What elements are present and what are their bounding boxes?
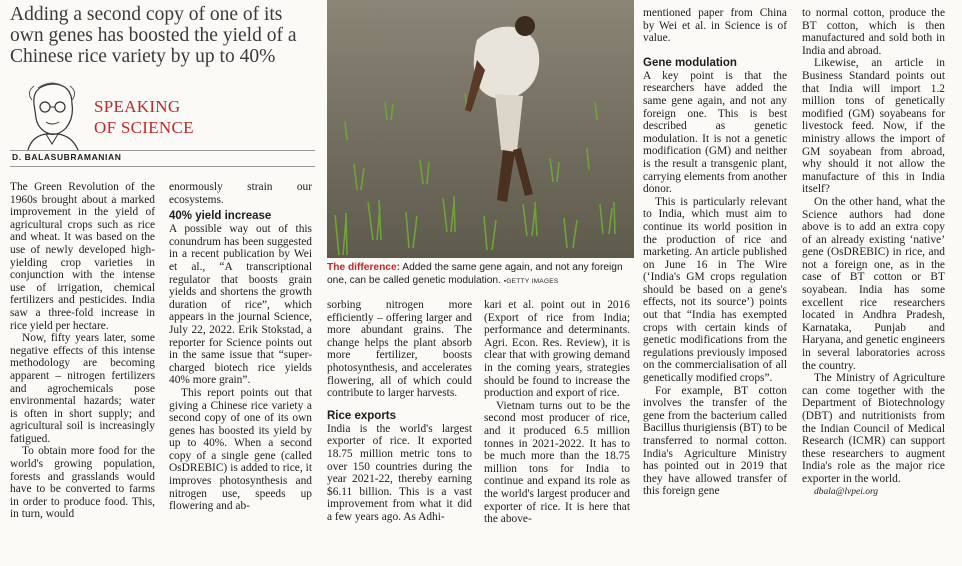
rubric-line-1: SPEAKING xyxy=(94,97,181,116)
byline: D. BALASUBRAMANIAN xyxy=(12,152,122,162)
rice-field-photo xyxy=(327,0,634,258)
author-email[interactable]: dbala@lvpei.org xyxy=(814,486,879,497)
paragraph: mentioned paper from China by Wei et al. in Science is of value. xyxy=(643,7,787,45)
paragraph: This is particularly relevant to India, which must aim to continue its world position in the production of rice and marketing. An article published on June 16 in The Wire (‘India's GM crops regulation should be based on a gene's effects, not its source’) points out that “India has exempted crops with certain kinds of genetic modifications from the regulations previously imposed on the commercialisation of all genetically modified crops”. xyxy=(643,195,787,385)
photo-caption xyxy=(327,261,634,288)
article-column-1 xyxy=(10,181,155,521)
article-column-5 xyxy=(643,7,787,498)
paragraph: For example, BT cotton involves the transfer of the gene from the bacterium called Bacillus thurigiensis (BT) to be transferred to normal cotton. India's Agriculture Ministry has pointed out in 2019 that they have allowed transfer of this foreign gene xyxy=(643,384,787,498)
column-rubric xyxy=(94,96,194,138)
paragraph: Now, fifty years later, some negative effects of this intense methodology are becoming apparent – nitrogen fertilizers and agrochemicals pose environmental hazards; water is often in short supply; and agricultural soil is increasingly fatigued. xyxy=(10,332,155,445)
paragraph: The Ministry of Agriculture can come together with the Department of Biotechnology (DBT) and nutritionists from the Indian Council of Medical Research (ICMR) can support these researchers to augment India's role as the major rice exporter in the world. xyxy=(802,372,945,485)
author-portrait-sketch xyxy=(12,74,92,150)
paragraph: On the other hand, what the Science authors had done above is to add an extra copy of an already existing ‘native’ gene (OsDREBIC) in rice, and not a foreign one, as in the case of BT cotton or BT soyabean. India has some excellent rice researchers located in Andhra Pradesh, Karnataka, Punjab and Haryana, and genetic engineers in several laboratories across the country. xyxy=(802,195,945,372)
paragraph: enormously strain our ecosystems. xyxy=(169,181,312,206)
paragraph: A key point is that the researchers have added the same gene again, and not any foreign one. This is best described as genetic modulation. It is not a genetic modification (GM) and neither is the result a transgenic plant, carrying elements from another donor. xyxy=(643,69,787,196)
paragraph: Likewise, an article in Business Standard points out that India will import 1.2 million tons of genetically modified (GM) soyabeans for livestock feed. Now, if the ministry allows the import of GM soyabean from abroad, why should it not allow the manufacture of this in India itself? xyxy=(802,57,945,196)
article-column-4 xyxy=(484,299,630,526)
rubric-line-2: OF SCIENCE xyxy=(94,118,194,137)
byline-rule-top xyxy=(10,150,315,151)
paragraph: kari et al. point out in 2016 (Export of rice from India; performance and determinants. Agri. Econ. Res. Review), it is clear that with growing demand in the coming years, strategies should be found to increase the production and export of rice. xyxy=(484,299,630,400)
paragraph: The Green Revolution of the 1960s brought about a marked improvement in the yield of agricultural crops such as rice and wheat. It was based on the use of newly developed high-yielding crop varieties in conjunction with the intense use of irrigation, chemical fertilizers and pesticides. India saw a three-fold increase in rice yield per hectare. xyxy=(10,181,155,332)
byline-rule-bottom xyxy=(10,166,315,167)
paragraph: Vietnam turns out to be the second most producer of rice, and it produced 6.5 million tonnes in 2021-2022. It has to be much more than the 18.75 million tons for India to continue and expand its role as the world's largest producer and exporter of rice. It is here that the above- xyxy=(484,399,630,526)
subheading: Rice exports xyxy=(327,409,397,422)
paragraph: To obtain more food for the world's growing population, forests and grasslands would have to be converted to farms in order to produce food. This, in turn, would xyxy=(10,445,155,521)
article-column-6 xyxy=(802,7,945,498)
photo-credit: ▪GETTY IMAGES xyxy=(503,278,559,285)
headline: Adding a second copy of one of its own genes has boosted the yield of a Chinese rice variety by up to 40% xyxy=(10,4,297,67)
paragraph: This report points out that giving a Chinese rice variety a second copy of one of its own genes has boosted its yield by up to 40%. When a second copy of a single gene (called OsDREBIC) is added to rice, it improves photosynthesis and nitrogen use, speeds up flowering and ab- xyxy=(169,386,312,513)
article-column-3 xyxy=(327,299,472,524)
paragraph: A possible way out of this conundrum has been suggested in a recent publication by Wei et al., “A transcriptional regulator that boosts grain yields and shortens the growth duration of rice”, which appears in the journal Science, July 22, 2022. Erik Stokstad, a reporter for Science points out in the same issue that “super-charged biotech rice yields 40% more grain”. xyxy=(169,223,312,387)
caption-text: Added the same gene again, and not any foreign one, can be called genetic modulation. xyxy=(327,262,623,286)
paragraph: India is the world's largest exporter of rice. It exported 18.75 million metric tons to over 150 countries during the year 2021-22, thereby earning $6.11 billion. This is a vast improvement from what it did a few years ago. As Adhi- xyxy=(327,422,472,523)
caption-lead: The difference: xyxy=(327,262,401,273)
article-column-2 xyxy=(169,181,312,513)
paragraph: sorbing nitrogen more efficiently – offering larger and more abundant grains. The change helps the plant absorb more fertilizer, boosts photosynthesis, and accelerates flowering, all of which could contribute to larger harvests. xyxy=(327,299,472,400)
subheading: 40% yield increase xyxy=(169,210,272,223)
photo-credit-text: GETTY IMAGES xyxy=(506,278,559,285)
paragraph: to normal cotton, produce the BT cotton, which is then manufactured and sold both in India and abroad. xyxy=(802,7,945,57)
subheading: Gene modulation xyxy=(643,56,737,69)
